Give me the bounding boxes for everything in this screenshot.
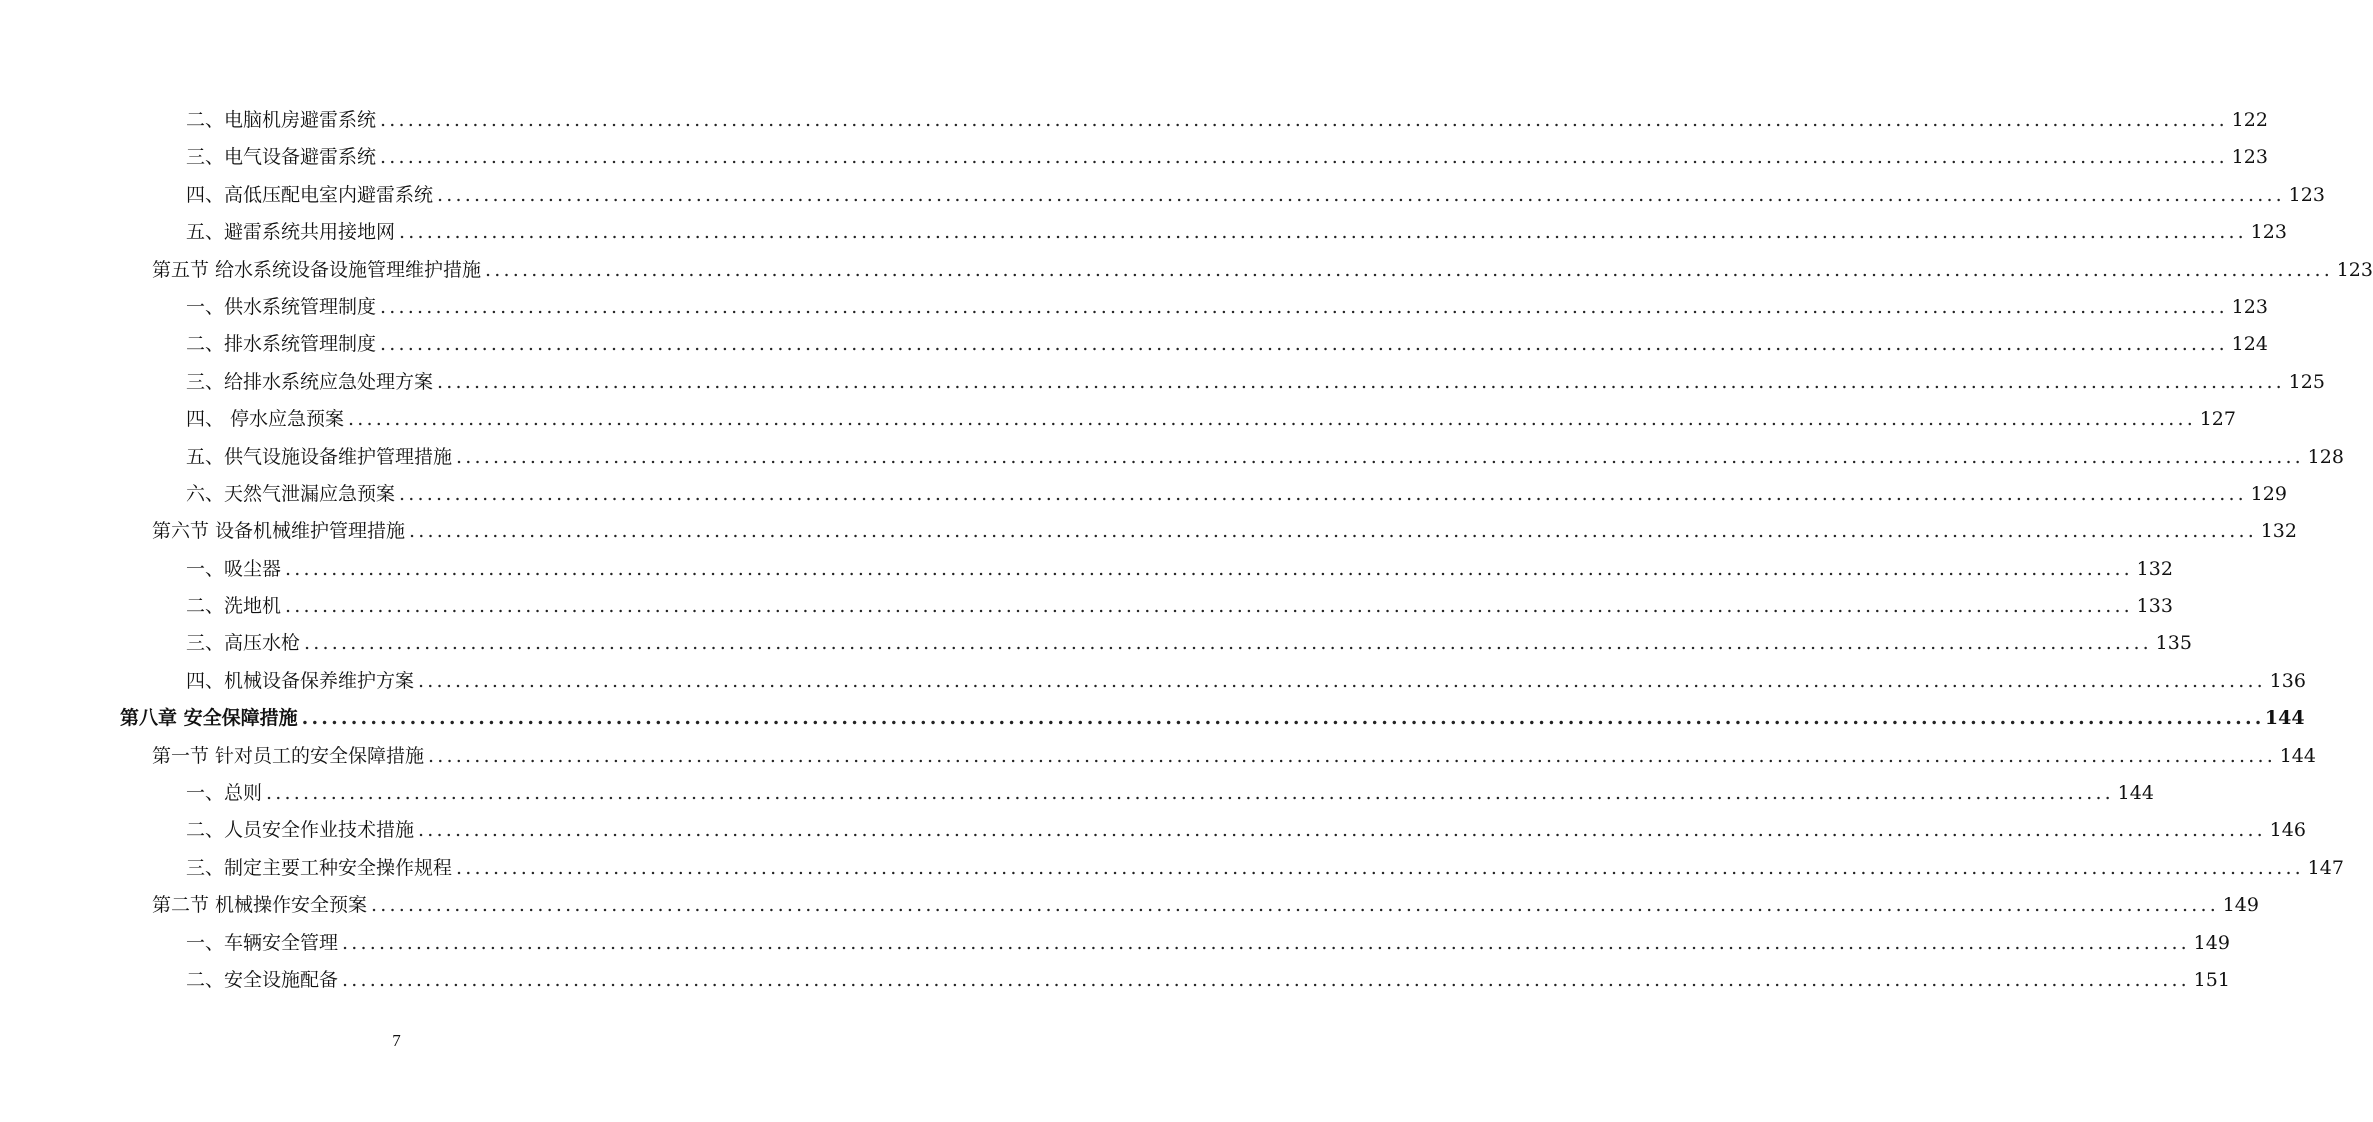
toc-leader-dots: ........................................................................................................................................................................................................ [456,445,2304,468]
toc-entry-page: 136 [2269,669,2306,692]
toc-entry-label: 三、制定主要工种安全操作规程 [186,856,453,879]
toc-entry-page: 149 [2193,931,2230,954]
toc-entry[interactable] [186,364,2325,401]
toc-entry-page: 135 [2155,632,2192,655]
toc-entry-label: 第二节 机械操作安全预案 [152,894,368,917]
toc-entry-label: 二、电脑机房避雷系统 [186,109,377,131]
toc-entry[interactable] [186,962,2230,999]
toc-entry-page: 123 [2231,295,2268,318]
toc-entry-page: 123 [2288,183,2325,206]
toc-entry-page: 146 [2269,819,2306,842]
toc-entry[interactable] [186,625,2192,662]
toc-entry[interactable] [186,139,2268,176]
toc-entry[interactable] [120,700,2305,737]
toc-entry[interactable] [186,102,2268,139]
toc-entry-label: 第五节 给水系统设备设施管理维护措施 [152,258,482,281]
toc-entry[interactable] [152,252,2373,289]
toc-entry-label: 四、机械设备保养维护方案 [186,669,415,692]
toc-entry-label: 一、车辆安全管理 [186,931,339,954]
toc-leader-dots: ........................................................................................................................................................................................................ [485,258,2333,281]
toc-entry-page: 129 [2250,482,2287,505]
toc-entry-label: 第八章 安全保障措施 [120,707,298,730]
toc-leader-dots: ........................................................................................................................................................................................................ [348,408,2196,431]
toc-entry-page: 122 [2231,109,2268,131]
toc-entry-page: 144 [2264,707,2305,730]
toc-entry[interactable] [186,289,2268,326]
toc-entry-page: 123 [2231,146,2268,169]
toc-entry[interactable] [186,812,2306,849]
toc-entry[interactable] [152,887,2259,924]
toc-entry-page: 123 [2336,258,2373,281]
toc-entry-page: 144 [2117,782,2154,805]
toc-entry-label: 第一节 针对员工的安全保障措施 [152,744,425,767]
toc-entry[interactable] [186,588,2173,625]
toc-leader-dots: ........................................................................................................................................................................................................ [380,295,2228,318]
toc-leader-dots: ........................................................................................................................................................................................................ [285,557,2133,580]
toc-leader-dots: ........................................................................................................................................................................................................ [399,482,2247,505]
toc-entry[interactable] [186,551,2173,588]
toc-leader-dots: ........................................................................................................................................................................................................ [266,782,2114,805]
toc-entry[interactable] [186,439,2344,476]
toc-entry-label: 五、避雷系统共用接地网 [186,221,396,244]
toc-entry-label: 六、天然气泄漏应急预案 [186,482,396,505]
toc-leader-dots: ........................................................................................................................................................................................................ [399,221,2247,244]
toc-entry-label: 二、人员安全作业技术措施 [186,819,415,842]
toc-entry[interactable] [186,476,2287,513]
toc-leader-dots: ........................................................................................................................................................................................................ [380,109,2228,131]
toc-entry[interactable] [186,850,2344,887]
toc-entry-label: 一、供水系统管理制度 [186,295,377,318]
toc-leader-dots: ........................................................................................................................................................................................................ [456,856,2304,879]
toc-entry-page: 149 [2222,894,2259,917]
toc-entry[interactable] [186,401,2236,438]
toc-entry-page: 144 [2279,744,2316,767]
toc-entry-label: 四、高低压配电室内避雷系统 [186,183,434,206]
toc-leader-dots: ........................................................................................................................................................................................................ [301,707,2265,730]
toc-entry[interactable] [186,663,2306,700]
toc-entry[interactable] [186,925,2230,962]
toc-leader-dots: ........................................................................................................................................................................................................ [437,370,2285,393]
toc-entry-page: 128 [2307,445,2344,468]
toc-leader-dots: ........................................................................................................................................................................................................ [304,632,2152,655]
toc-entry-page: 123 [2250,221,2287,244]
toc-entry-page: 151 [2193,968,2230,991]
toc-entry[interactable] [152,513,2297,550]
toc-entry-label: 第六节 设备机械维护管理措施 [152,520,406,543]
toc-leader-dots: ........................................................................................................................................................................................................ [418,669,2266,692]
toc-entry-label: 四、 停水应急预案 [186,408,345,431]
toc-entry-page: 124 [2231,333,2268,356]
toc-entry[interactable] [186,177,2325,214]
toc-entry-label: 二、排水系统管理制度 [186,333,377,356]
toc-entry-page: 132 [2136,557,2173,580]
page-number: 7 [392,1031,401,1050]
toc-entry-label: 一、吸尘器 [186,557,282,580]
toc-entry[interactable] [186,214,2287,251]
table-of-contents [0,102,2373,999]
toc-leader-dots: ........................................................................................................................................................................................................ [285,595,2133,618]
toc-entry-label: 二、安全设施配备 [186,968,339,991]
toc-entry-label: 二、洗地机 [186,595,282,618]
toc-leader-dots: ........................................................................................................................................................................................................ [418,819,2266,842]
toc-entry-label: 一、总则 [186,782,263,805]
toc-leader-dots: ........................................................................................................................................................................................................ [437,183,2285,206]
toc-entry-page: 125 [2288,370,2325,393]
toc-leader-dots: ........................................................................................................................................................................................................ [380,146,2228,169]
toc-entry[interactable] [152,738,2316,775]
toc-entry[interactable] [186,326,2268,363]
toc-entry-label: 五、供气设施设备维护管理措施 [186,445,453,468]
toc-entry[interactable] [186,775,2154,812]
toc-entry-label: 三、电气设备避雷系统 [186,146,377,169]
toc-entry-page: 133 [2136,595,2173,618]
toc-entry-page: 147 [2307,856,2344,879]
toc-entry-page: 132 [2260,520,2297,543]
toc-leader-dots: ........................................................................................................................................................................................................ [371,894,2219,917]
toc-leader-dots: ........................................................................................................................................................................................................ [342,931,2190,954]
toc-leader-dots: ........................................................................................................................................................................................................ [428,744,2276,767]
toc-leader-dots: ........................................................................................................................................................................................................ [342,968,2190,991]
toc-leader-dots: ........................................................................................................................................................................................................ [380,333,2228,356]
toc-entry-label: 三、高压水枪 [186,632,301,655]
toc-entry-page: 127 [2199,408,2236,431]
toc-entry-label: 三、给排水系统应急处理方案 [186,370,434,393]
toc-leader-dots: ........................................................................................................................................................................................................ [409,520,2257,543]
